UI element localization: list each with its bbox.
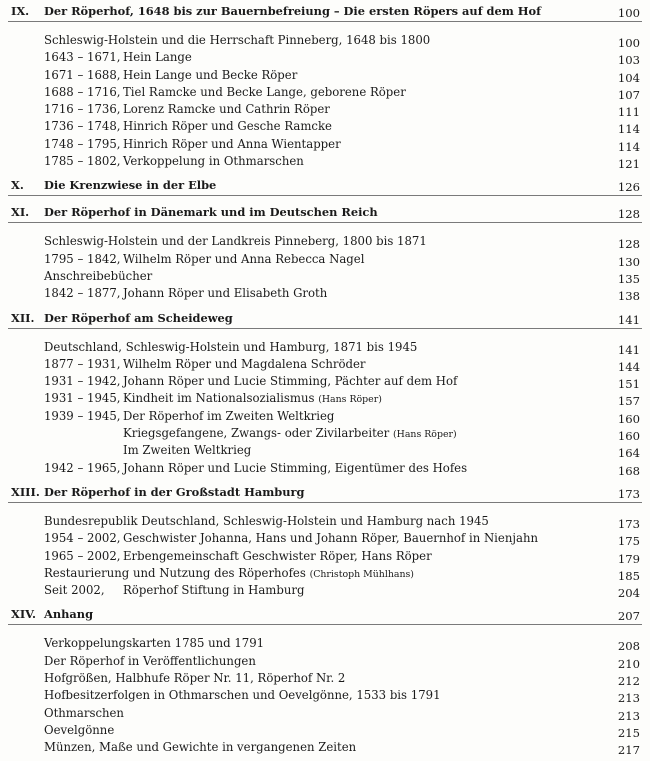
entry-title (44, 268, 152, 285)
chapter-divider (8, 222, 642, 223)
entry-years: 1939 – 1945, (44, 408, 121, 423)
entry-page-number: 212 (617, 674, 640, 689)
toc-entry[interactable] (0, 285, 650, 302)
entry-title (123, 373, 457, 390)
entry-title (44, 32, 430, 49)
toc-entry[interactable] (0, 390, 650, 407)
entry-author-note: (Christoph Mühlhans) (309, 568, 414, 580)
entry-title-text: Hinrich Röper und Anna Wientapper (123, 136, 341, 151)
chapter-page-number: 141 (617, 312, 640, 327)
chapter-page-number: 173 (617, 486, 640, 501)
toc-entry[interactable] (0, 548, 650, 565)
chapter-title: Die Krenzwiese in der Elbe (44, 178, 217, 193)
chapter-section (0, 307, 650, 481)
entry-page-number: 114 (617, 122, 640, 137)
entry-title-text: Johann Röper und Lucie Stimming, Pächter auf dem Hof (123, 374, 458, 389)
toc-entry[interactable] (0, 84, 650, 101)
entry-page-number: 144 (617, 359, 640, 374)
chapter-divider (8, 624, 642, 625)
entry-title (123, 408, 334, 425)
entry-title-text: Münzen, Maße und Gewichte in vergangenen Zeiten (44, 740, 357, 755)
chapter-heading[interactable] (0, 307, 650, 329)
entry-title (123, 425, 457, 443)
entry-title (123, 118, 332, 135)
toc-entry[interactable] (0, 118, 650, 135)
entry-page-number: 213 (617, 708, 640, 723)
toc-entry[interactable] (0, 136, 650, 153)
entry-title-text: Verkoppelung in Othmarschen (123, 154, 304, 169)
entry-title (123, 49, 192, 66)
entry-page-number: 100 (617, 36, 640, 50)
entry-title (123, 460, 467, 477)
entry-title (44, 739, 356, 756)
entry-list (0, 503, 650, 603)
entry-title-text: Bundesrepublik Deutschland, Schleswig-Holstein und Hamburg nach 1945 (44, 513, 489, 528)
entry-title-text: Johann Röper und Elisabeth Groth (123, 286, 328, 301)
entry-title (44, 233, 427, 250)
entry-title (123, 153, 304, 170)
entry-years: 1931 – 1945, (44, 391, 121, 406)
entry-list (0, 625, 650, 760)
entry-title-text: Oevelgönne (44, 722, 115, 737)
toc-entry[interactable] (0, 670, 650, 687)
entry-years: 1716 – 1736, (44, 102, 121, 117)
entry-page-number: 128 (617, 237, 640, 252)
entry-page-number: 141 (617, 342, 640, 357)
toc-entry[interactable] (0, 373, 650, 390)
chapter-number: X. (11, 178, 24, 193)
entry-list (0, 329, 650, 481)
entry-title (123, 390, 382, 408)
entry-page-number: 217 (617, 743, 640, 758)
entry-title-text: Geschwister Johanna, Hans und Johann Röper, Bauernhof in Nienjahn (123, 531, 539, 546)
chapter-page-number: 126 (617, 180, 640, 195)
entry-title (44, 705, 124, 722)
entry-page-number: 103 (617, 53, 640, 68)
entry-title (44, 635, 264, 652)
entry-title-text: Deutschland, Schleswig-Holstein und Hamburg, 1871 bis 1945 (44, 339, 418, 354)
entry-years: Seit 2002, (44, 583, 105, 598)
entry-years: 1643 – 1671, (44, 50, 121, 65)
entry-years: 1877 – 1931, (44, 356, 121, 371)
chapter-divider (8, 195, 642, 196)
chapter-section (0, 481, 650, 603)
chapter-title: Der Röperhof, 1648 bis zur Bauernbefreiung – Die ersten Röpers auf dem Hof (44, 4, 542, 18)
entry-title-text: Tiel Ramcke und Becke Lange, geborene Röper (123, 84, 406, 99)
chapter-heading[interactable] (0, 0, 650, 22)
entry-title-text: Im Zweiten Weltkrieg (123, 443, 252, 458)
entry-years: 1736 – 1748, (44, 119, 121, 134)
toc-entry[interactable] (0, 653, 650, 670)
entry-title (123, 136, 341, 153)
entry-title (123, 285, 327, 302)
entry-years: 1965 – 2002, (44, 548, 121, 563)
chapter-page-number: 100 (617, 6, 640, 20)
entry-page-number: 121 (617, 157, 640, 172)
entry-author-note: (Hans Röper) (318, 394, 382, 406)
entry-title-text: Der Röperhof in Veröffentlichungen (44, 653, 256, 668)
entry-page-number: 130 (617, 254, 640, 269)
toc-entry[interactable] (0, 339, 650, 356)
entry-title (44, 513, 489, 530)
chapter-section (0, 174, 650, 201)
entry-title-text: Wilhelm Röper und Magdalena Schröder (123, 356, 366, 371)
entry-title (123, 442, 251, 459)
toc-entry[interactable] (0, 687, 650, 704)
entry-title-text: Anschreibebücher (44, 268, 153, 283)
entry-years: 1748 – 1795, (44, 136, 121, 151)
entry-list (0, 22, 650, 174)
entry-title (123, 582, 304, 599)
entry-title (123, 530, 538, 547)
entry-title (44, 670, 345, 687)
chapter-title: Der Röperhof am Scheideweg (44, 310, 233, 325)
entry-title (123, 84, 406, 101)
entry-title-text: Schleswig-Holstein und die Herrschaft Pinneberg, 1648 bis 1800 (44, 33, 431, 47)
entry-page-number: 160 (617, 411, 640, 426)
toc-entry[interactable] (0, 356, 650, 373)
chapter-page-number: 207 (617, 609, 640, 624)
entry-title-text: Lorenz Ramcke und Cathrin Röper (123, 102, 330, 117)
chapter-divider (8, 21, 642, 22)
entry-title-text: Röperhof Stiftung in Hamburg (123, 583, 305, 598)
entry-title-text: Hinrich Röper und Gesche Ramcke (123, 119, 332, 134)
entry-title-text: Kindheit im Nationalsozialismus (123, 391, 315, 406)
entry-title (123, 101, 330, 118)
entry-title (44, 687, 441, 704)
entry-years: 1954 – 2002, (44, 531, 121, 546)
entry-years: 1842 – 1877, (44, 286, 121, 301)
entry-page-number: 185 (617, 568, 640, 583)
entry-title-text: Der Röperhof im Zweiten Weltkrieg (123, 408, 335, 423)
toc-entry[interactable] (0, 268, 650, 285)
chapter-heading[interactable] (0, 603, 650, 625)
toc-entry[interactable] (0, 153, 650, 170)
chapter-heading[interactable] (0, 174, 650, 196)
chapter-title: Anhang (44, 607, 94, 622)
entry-page-number: 104 (617, 70, 640, 85)
entry-years: 1795 – 1842, (44, 251, 121, 266)
chapter-heading[interactable] (0, 201, 650, 223)
entry-page-number: 208 (617, 639, 640, 654)
entry-page-number: 173 (617, 516, 640, 531)
toc-entry[interactable] (0, 251, 650, 268)
entry-title (44, 722, 114, 739)
toc-entry[interactable] (0, 565, 650, 582)
chapter-section (0, 603, 650, 760)
entry-title (123, 548, 432, 565)
toc-entry[interactable] (0, 513, 650, 530)
entry-title-text: Hofgrößen, Halbhufe Röper Nr. 11, Röperhof Nr. 2 (44, 671, 346, 686)
entry-page-number: 164 (617, 446, 640, 461)
chapter-number: IX. (11, 4, 30, 18)
toc-entry[interactable] (0, 582, 650, 599)
toc-entry[interactable] (0, 101, 650, 118)
entry-author-note: (Hans Röper) (393, 429, 457, 441)
chapter-number: XI. (11, 205, 30, 220)
entry-title-text: Erbengemeinschaft Geschwister Röper, Hans Röper (123, 548, 432, 563)
entry-title-text: Hein Lange und Becke Röper (123, 67, 298, 82)
toc-entry[interactable] (0, 32, 650, 49)
toc-entry[interactable] (0, 739, 650, 756)
toc-entry[interactable] (0, 530, 650, 547)
toc-entry[interactable] (0, 635, 650, 652)
entry-title-text: Hein Lange (123, 50, 192, 65)
entry-page-number: 114 (617, 139, 640, 154)
entry-title (123, 356, 365, 373)
toc-entry[interactable] (0, 233, 650, 250)
entry-years: 1931 – 1942, (44, 374, 121, 389)
entry-title (123, 251, 364, 268)
chapter-number: XIV. (11, 607, 36, 622)
entry-years: 1942 – 1965, (44, 460, 121, 475)
entry-page-number: 175 (617, 534, 640, 549)
entry-years: 1688 – 1716, (44, 84, 121, 99)
entry-page-number: 179 (617, 551, 640, 566)
toc-entry[interactable] (0, 408, 650, 425)
entry-title-text: Schleswig-Holstein und der Landkreis Pinneberg, 1800 bis 1871 (44, 234, 427, 249)
entry-title (44, 339, 417, 356)
entry-page-number: 111 (617, 105, 640, 120)
entry-page-number: 168 (617, 463, 640, 478)
chapter-title: Der Röperhof in Dänemark und im Deutschen Reich (44, 205, 378, 220)
toc-entry[interactable] (0, 442, 650, 459)
chapter-number: XII. (11, 310, 35, 325)
toc-entry[interactable] (0, 49, 650, 66)
entry-title-text: Restaurierung und Nutzung des Röperhofes (44, 565, 306, 580)
entry-page-number: 107 (617, 87, 640, 102)
chapter-page-number: 128 (617, 207, 640, 222)
entry-title-text: Johann Röper und Lucie Stimming, Eigentümer des Hofes (123, 460, 468, 475)
entry-title (44, 653, 256, 670)
toc-entry[interactable] (0, 705, 650, 722)
toc-entry[interactable] (0, 722, 650, 739)
entry-page-number: 215 (617, 725, 640, 740)
entry-page-number: 138 (617, 289, 640, 304)
chapter-divider (8, 502, 642, 503)
entry-page-number: 210 (617, 656, 640, 671)
chapter-section (0, 0, 650, 174)
entry-title (123, 67, 297, 84)
entry-page-number: 157 (617, 394, 640, 409)
toc-entry[interactable] (0, 67, 650, 84)
entry-title (44, 565, 414, 583)
entry-title-text: Hofbesitzerfolgen in Othmarschen und Oevelgönne, 1533 bis 1791 (44, 688, 441, 703)
entry-page-number: 213 (617, 691, 640, 706)
entry-years: 1671 – 1688, (44, 67, 121, 82)
entry-title-text: Verkoppelungskarten 1785 und 1791 (44, 636, 265, 651)
entry-page-number: 160 (617, 429, 640, 444)
chapter-title: Der Röperhof in der Großstadt Hamburg (44, 484, 305, 499)
entry-list (0, 223, 650, 306)
entry-page-number: 135 (617, 271, 640, 286)
entry-title-text: Wilhelm Röper und Anna Rebecca Nagel (123, 251, 365, 266)
entry-title-text: Othmarschen (44, 705, 124, 720)
entry-years: 1785 – 1802, (44, 154, 121, 169)
entry-title-text: Kriegsgefangene, Zwangs- oder Zivilarbeiter (123, 426, 390, 441)
chapter-number: XIII. (11, 484, 40, 499)
chapter-divider (8, 328, 642, 329)
entry-page-number: 151 (617, 377, 640, 392)
chapter-section (0, 201, 650, 306)
toc-entry[interactable] (0, 460, 650, 477)
toc-entry[interactable] (0, 425, 650, 442)
entry-page-number: 204 (617, 586, 640, 601)
chapter-heading[interactable] (0, 481, 650, 503)
